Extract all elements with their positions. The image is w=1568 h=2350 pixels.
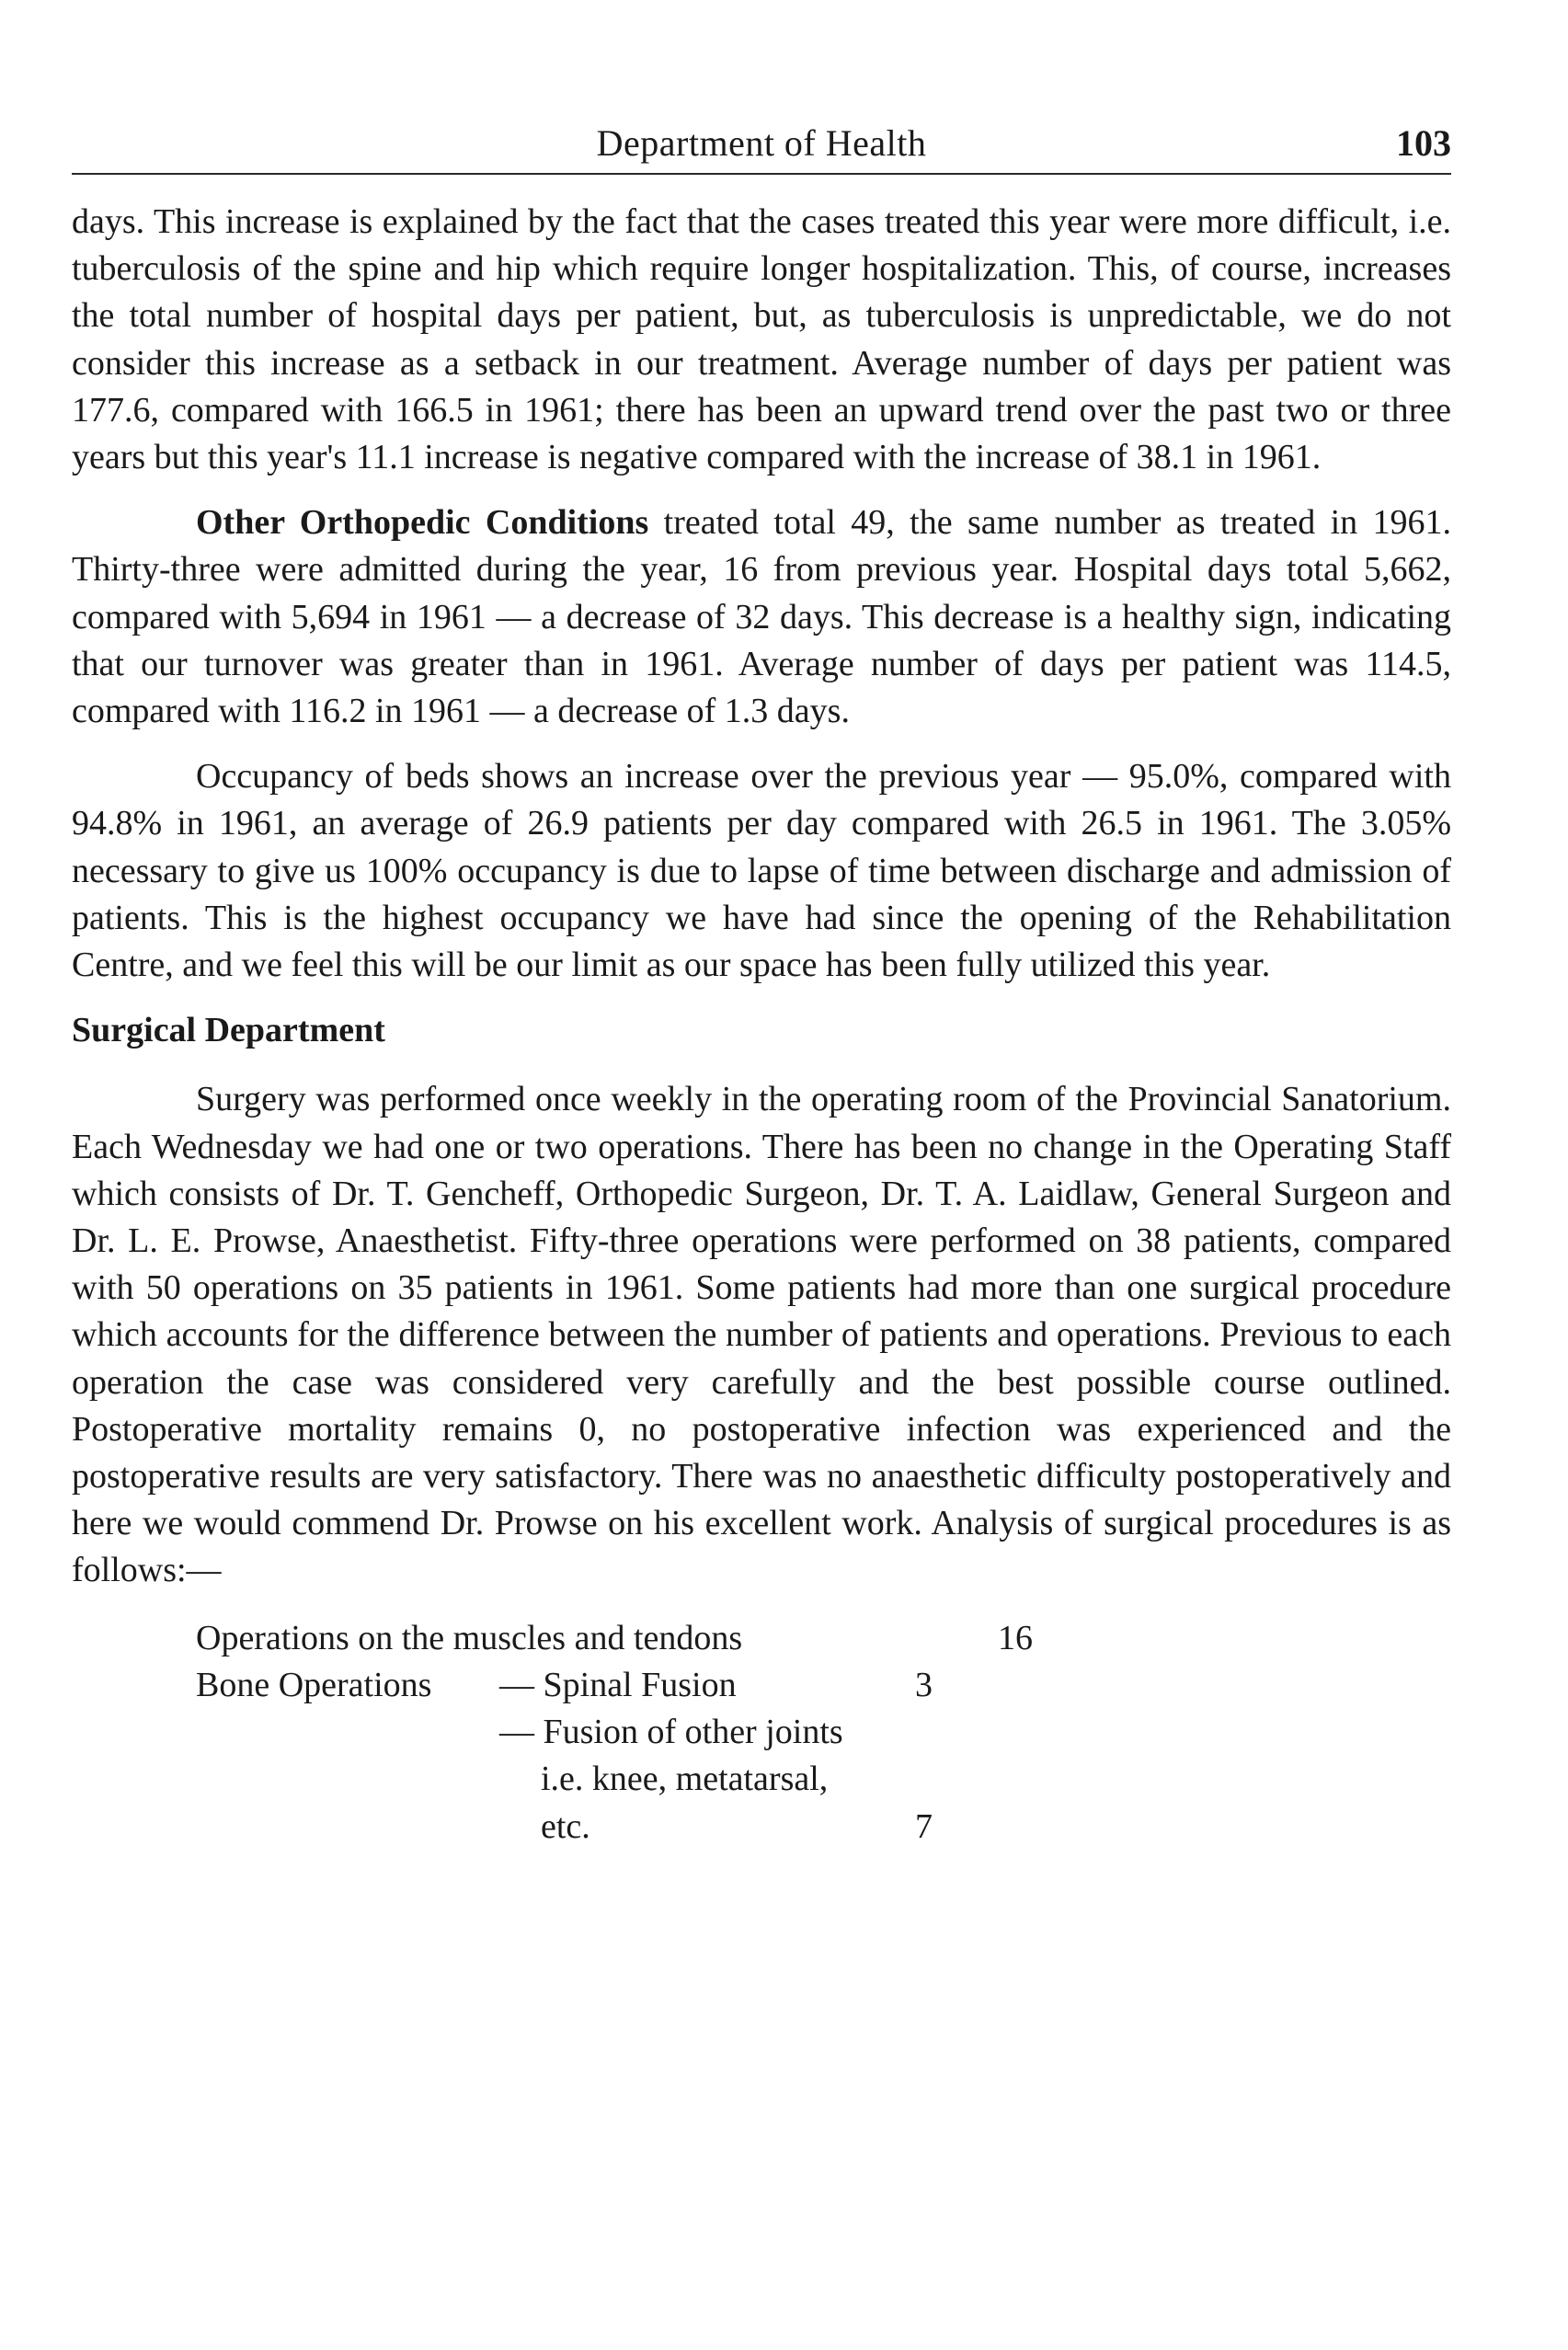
procedure-sub-line: i.e. knee, metatarsal, xyxy=(541,1760,829,1799)
paragraph-hospital-days: days. This increase is explained by the fact that the cases treated this year were more difficult, i.e. tuberculosis of the spine and hip which require longer hospitalization. This, of course, increases the total number of hospital days per patient, but, as tuberculosis is unpredictable, we do not consider this increase as a setback in our treatment. Average number of days per patient was 177.6, compared with 166.5 in 1961; there has been an upward trend over the past two or three years but this year's 11.1 increase is negative compared with the increase of 38.1 in 1961. xyxy=(72,202,1451,477)
procedure-label: Operations on the muscles and tendons xyxy=(196,1618,743,1657)
procedure-sub-count: 3 xyxy=(915,1665,933,1704)
procedure-sub-count: 7 xyxy=(915,1806,933,1846)
table-row xyxy=(196,1615,1090,1662)
procedure-label: Bone Operations xyxy=(196,1665,432,1704)
procedure-sub-label: — Spinal Fusion xyxy=(499,1665,737,1704)
paragraph-occupancy: Occupancy of beds shows an increase over the previous year — 95.0%, compared with 94.8% in 1961, an average of 26.9 patients per day compared with 26.5 in 1961. The 3.05% necessary to give us 100% occupancy is due to lapse of time between discharge and admission of patients. This is the highest occupancy we have had since the opening of the Rehabilitation Centre, and we feel this will be our limit as our space has been fully utilized this year. xyxy=(72,757,1451,985)
table-row xyxy=(196,1662,1090,1709)
paragraph-lead-heading: Other Orthopedic Conditions xyxy=(196,503,649,543)
body-text xyxy=(72,199,1451,1851)
procedure-sub-line: etc. xyxy=(541,1806,590,1846)
section-heading-surgical: Surgical Department xyxy=(72,1011,385,1050)
running-title: Department of Health xyxy=(596,122,927,164)
procedure-sub-label xyxy=(499,1709,915,1851)
table-row xyxy=(196,1709,1090,1851)
paragraph-other-orthopedic xyxy=(72,499,1451,735)
procedure-total: 16 xyxy=(998,1618,1033,1657)
paragraph-other-orthopedic-text: treated total 49, the same number as treated in 1961. Thirty-three were admitted during the year, 16 from previous year. Hospital days total 5,662, compared with 5,694 in 1961 — a decrease of 32 days. This decrease is a healthy sign, indicating that our turnover was greater than in 1961. Average number of days per patient was 114.5, compared with 116.2 in 1961 — a decrease of 1.3 days. xyxy=(72,503,1451,731)
procedure-sub-line: — Fusion of other joints xyxy=(499,1713,843,1752)
page-number: 103 xyxy=(1396,122,1451,164)
document-page xyxy=(72,109,1451,1851)
page-header xyxy=(72,109,1451,175)
paragraph-surgery: Surgery was performed once weekly in the operating room of the Provincial Sanatorium. Each Wednesday we had one or two operations. There has been no change in the Operating Staff which consists of Dr. T. Gencheff, Orthopedic Surgeon, Dr. T. A. Laidlaw, General Surgeon and Dr. L. E. Prowse, Anaesthetist. Fifty-three operations were performed on 38 patients, compared with 50 operations on 35 patients in 1961. Some patients had more than one surgical procedure which accounts for the difference between the number of patients and operations. Previous to each operation the case was considered very carefully and the best possible course outlined. Postoperative mortality remains 0, no postoperative infection was experienced and the postoperative results are very satisfactory. There was no anaesthetic difficulty postoperatively and here we would commend Dr. Prowse on his excellent work. Analysis of surgical procedures is as follows:— xyxy=(72,1080,1451,1590)
procedures-table xyxy=(196,1615,1090,1851)
